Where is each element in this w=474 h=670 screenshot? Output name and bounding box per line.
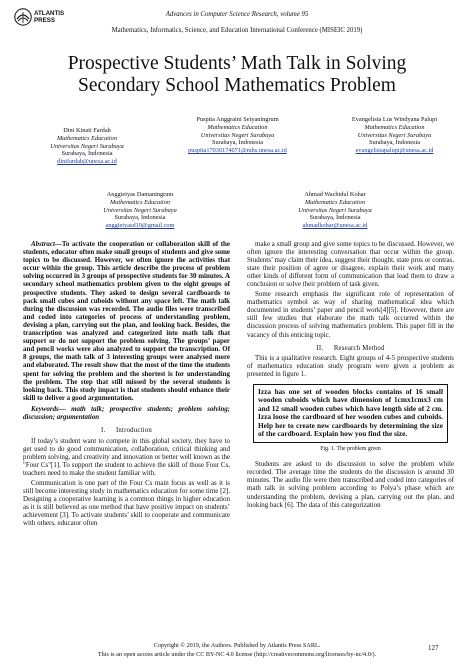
author-email-link[interactable]: puspita17030174071@mhs.unesa.ac.id xyxy=(188,147,287,155)
left-column xyxy=(23,240,230,529)
footer-copyright: Copyright © 2019, the Authors. Published by Atlantis Press SARL. xyxy=(153,642,321,649)
author-email-link[interactable]: dinifardah@unesa.ac.id xyxy=(57,158,117,166)
author-role: Mathematics Education xyxy=(110,198,170,206)
title-line-1: Prospective Students’ Math Talk in Solving xyxy=(67,53,407,74)
author-name: Evangelista Lus Windyana Palupi xyxy=(351,116,438,123)
title-line-2: Secondary School Mathematics Problem xyxy=(78,75,396,96)
author-affiliation: Universitas Negeri Surabaya xyxy=(357,131,432,139)
author-block-5 xyxy=(265,191,405,230)
author-email-link[interactable]: evangelistapalupi@unesa.ac.id xyxy=(355,147,434,155)
paper-title xyxy=(20,53,454,97)
intro-paragraph-4: Some research emphasis the significant role of representation of mathematics symbol as way of sharing mathematical idea which documented in students’ paper and pencil work[4][5]. However, there are still few studies that elaborate the math talk occurred within the discussion process of solving mathematics problem. This paper fill in the vacancy of this enticing topic. xyxy=(247,290,454,339)
author-name: Puspita Anggraini Setyaningrum xyxy=(196,116,279,123)
author-affiliation: Universitas Negeri Surabaya xyxy=(200,131,275,139)
author-city: Surabaya, Indonesia xyxy=(309,214,361,222)
author-role: Mathematics Education xyxy=(364,123,425,131)
method-paragraph-1: This is a qualitative research. Eight groups of 4-5 prospective students of mathematics education study program were given a problem as presented in figure 1. xyxy=(247,354,454,379)
section-heading-introduction: I. Introduction xyxy=(101,427,152,435)
footer-license: This is an open access article under the CC BY-NC 4.0 license (http://creativecommons.org/licenses/by-nc/4.0/). xyxy=(97,651,377,658)
author-affiliation: Universitas Negeri Surabaya xyxy=(50,142,124,150)
author-city: Surabaya, Indonesia xyxy=(114,214,166,222)
author-city: Surabaya, Indonesia xyxy=(61,150,113,158)
author-affiliation: Universitas Negeri Surabaya xyxy=(298,206,372,214)
logo-text-line1: ATLANTIS xyxy=(34,10,65,17)
problem-figure-box: Izza has one set of wooden blocks contains of 16 small wooden cuboids which have dimension of 1cmx1cmx3 cm and 12 small wooden cubes which have length side of 2 cm. Izza loose the cardboard of her wooden cubes and cuboids. Help her to create new cardboards by determining the size of the cardboard. Explain how you find the size. xyxy=(253,384,448,444)
intro-paragraph-3: make a small group and give some topics to be discussed. However, we often ignore the interesting conversation that occur within the group. Students’ may claim their idea, suggest their thought, state pros or contras, state their position of agree or disagree, explain their work and many other kinds of different form of communication that lead them to draw a conclusion or solve their problem of task given. xyxy=(247,240,454,289)
logo-text-line2: PRESS xyxy=(34,17,55,24)
journal-name: Advances in Computer Science Research, volume 95 xyxy=(165,11,309,18)
author-email-link[interactable]: ahmadkohar@unesa.ac.id xyxy=(302,222,368,230)
right-column xyxy=(247,240,454,510)
author-email-link[interactable]: anggietyasd19@gmail.com xyxy=(105,222,175,230)
author-city: Surabaya, Indonesia xyxy=(211,139,264,147)
author-affiliation: Universitas Negeri Surabaya xyxy=(103,206,177,214)
keywords: Keywords— math talk; prospective students; problem solving; discussion; argumentation xyxy=(23,404,230,421)
author-city: Surabaya, Indonesia xyxy=(368,139,421,147)
method-paragraph-2: Students are asked to do discussion to solve the problem while recorded. The average time the students do the discussion is around 30 minutes. The audio file were then transcribed and coded into categories of math talk in solving problem according to Polya’s phase which are understanding the problem, devising a plan, carrying out the plan, and looking back [6]. The data of this categorization xyxy=(247,460,454,509)
author-name: Dini Kinati Fardah xyxy=(63,127,111,134)
intro-paragraph-2: Communication is one part of the Four Cs main focus as well as it is still become interesting study in mathematics education for some time [2]. Designing a cooperative learning is a common things in higher education as it is still believed as one method that have positive impact on students’ achievement [3]. To activate students’ skill to cooperate and communicate with others, educator often xyxy=(23,478,230,528)
author-block-3 xyxy=(322,116,467,155)
abstract-text: —To activate the cooperation or collaboration skill of the students, educator often make small groups of students and give some topics to be discussed. However, we often ignore the activities that occur within the group. This article describe the process of problem solving occurred in 3 groups of prospective students for 30 minutes. A secondary school mathematics problem given to the eight groups of prospective students. They asked to design several cardboards to pack small cubes and cuboids without any space left. The math talk during the discussion was recorded. The audio files were transcribed and coded into categories of process of understanding problem, devising a plan, carrying out the plan, and looking back. Besides, the transcription was analyzed and categorized into math talk that support or do not support the problem solving. The groups’ paper and pencil works were also analyzed to support the transcription. Of 8 groups, the math talk of 3 interesting groups were analysed more and elaborated. The result show that the most of the time the students spent for solving the problem and the shortest is for understanding the problem. The step that still missed by the several students is looking back. This study impact is that students should enhance their skill to deliver a good argumentation. xyxy=(23,240,230,402)
intro-paragraph-1: If today’s student want to compete in this global society, they have to get used to do good communication, collaboration, critical thinking and problem solving, and creativity and innovation or better well known as the "Four Cs"[1]. To support the student to achieve the skill of those Four Cs, teachers need to make the student familiar with. xyxy=(23,436,230,478)
abstract-lead: Abstract xyxy=(31,240,55,248)
page-number: 127 xyxy=(428,644,439,652)
author-block-4 xyxy=(75,191,205,230)
author-block-2 xyxy=(165,116,310,155)
section-heading-method: II. Research Method xyxy=(316,344,385,352)
figure-caption: Fig. 1. The problem given xyxy=(320,446,381,453)
author-role: Mathematics Education xyxy=(57,134,117,142)
abstract xyxy=(23,240,230,402)
author-block-1 xyxy=(22,127,152,166)
author-name: Anggietyas Damaningrum xyxy=(106,191,174,198)
conference-name: Mathematics, Informatics, Science, and Education International Conference (MISEIC 2019) xyxy=(111,27,363,34)
author-role: Mathematics Education xyxy=(207,123,268,131)
author-role: Mathematics Education xyxy=(305,198,365,206)
author-name: Ahmad Wachidul Kohar xyxy=(304,191,366,198)
